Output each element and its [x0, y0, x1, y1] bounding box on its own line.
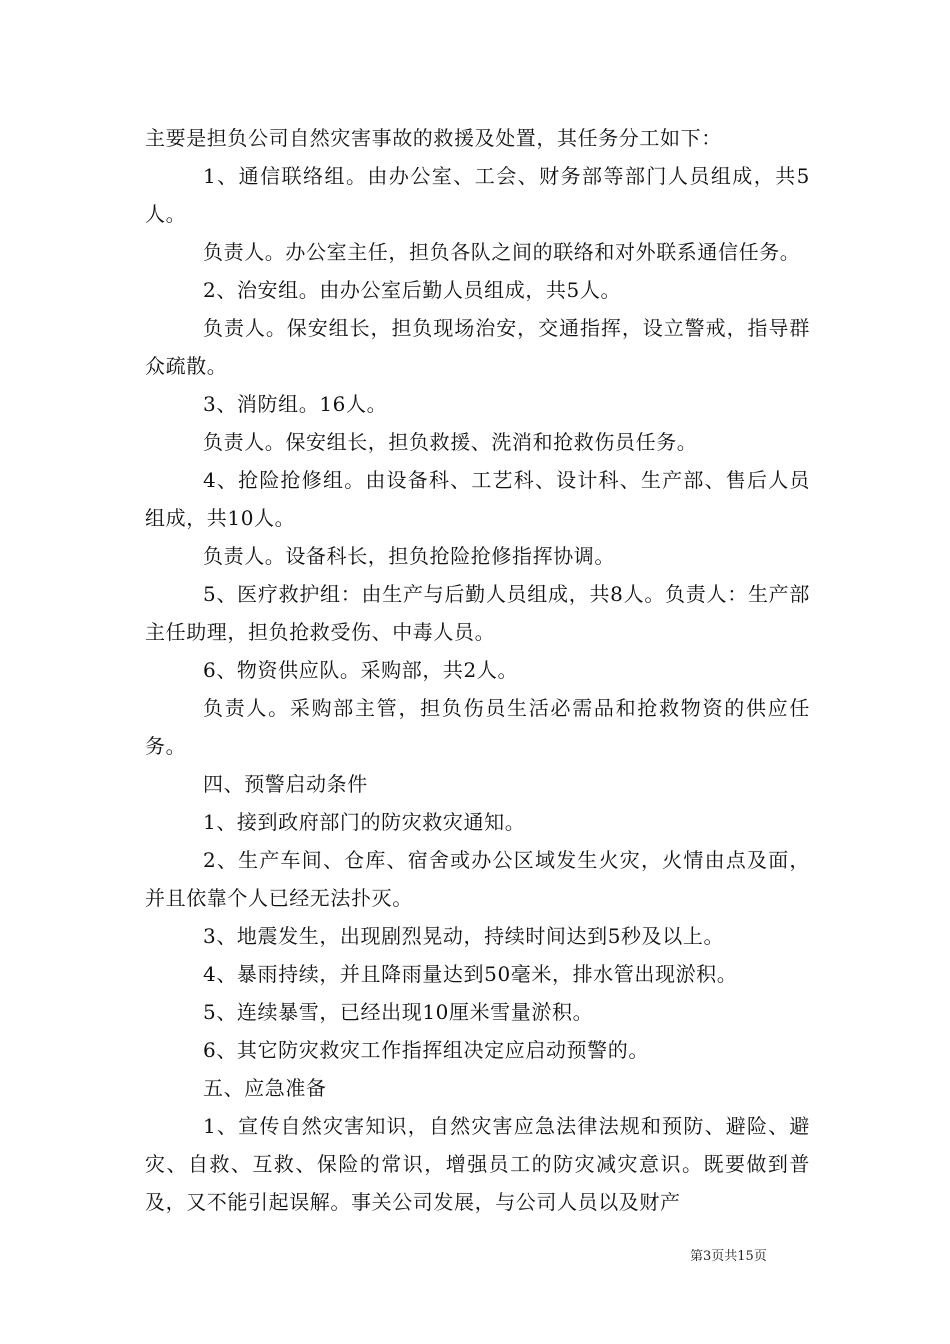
paragraph-medical-group: 5、医疗救护组：由生产与后勤人员组成，共8人。负责人：生产部主任助理，担负抢救受伤、中毒人员。 [145, 582, 810, 644]
paragraph-comms-lead: 负责人。办公室主任，担负各队之间的联络和对外联系通信任务。 [203, 240, 801, 264]
paragraph-intro: 主要是担负公司自然灾害事故的救援及处置，其任务分工如下： [145, 126, 722, 150]
paragraph-fire-lead: 负责人。保安组长，担负救援、洗消和抢救伤员任务。 [203, 430, 698, 454]
paragraph-security-group: 2、治安组。由办公室后勤人员组成，共5人。 [203, 278, 622, 302]
paragraph-comms-group: 1、通信联络组。由办公室、工会、财务部等部门人员组成，共5人。 [145, 164, 810, 226]
paragraph-repair-lead: 负责人。设备科长，担负抢险抢修指挥协调。 [203, 544, 615, 568]
paragraph-warning-6: 6、其它防灾救灾工作指挥组决定应启动预警的。 [203, 1038, 649, 1062]
section-heading-warning: 四、预警启动条件 [203, 772, 368, 796]
paragraph-warning-1: 1、接到政府部门的防灾救灾通知。 [203, 810, 526, 834]
paragraph-warning-2: 2、生产车间、仓库、宿舍或办公区域发生火灾，火情由点及面，并且依靠个人已经无法扑灭。 [145, 848, 810, 910]
paragraph-warning-5: 5、连续暴雪，已经出现10厘米雪量淤积。 [203, 1000, 594, 1024]
document-body [145, 119, 810, 1221]
paragraph-preparation-1: 1、宣传自然灾害知识，自然灾害应急法律法规和预防、避险、避灾、自救、互救、保险的常识，增强员工的防灾减灾意识。既要做到普及，又不能引起误解。事关公司发展，与公司人员以及财产 [145, 1114, 810, 1214]
paragraph-supply-lead: 负责人。采购部主管，担负伤员生活必需品和抢救物资的供应任务。 [145, 696, 810, 758]
paragraph-warning-3: 3、地震发生，出现剧烈晃动，持续时间达到5秒及以上。 [203, 924, 725, 948]
page-number-footer: 第3页共15页 [690, 1249, 767, 1264]
section-heading-preparation: 五、应急准备 [203, 1076, 327, 1100]
paragraph-fire-group: 3、消防组。16人。 [203, 392, 388, 416]
paragraph-security-lead: 负责人。保安组长，担负现场治安，交通指挥，设立警戒，指导群众疏散。 [145, 316, 810, 378]
paragraph-repair-group: 4、抢险抢修组。由设备科、工艺科、设计科、生产部、售后人员组成，共10人。 [145, 468, 810, 530]
paragraph-supply-group: 6、物资供应队。采购部，共2人。 [203, 658, 519, 682]
paragraph-warning-4: 4、暴雨持续，并且降雨量达到50毫米，排水管出现淤积。 [203, 962, 738, 986]
